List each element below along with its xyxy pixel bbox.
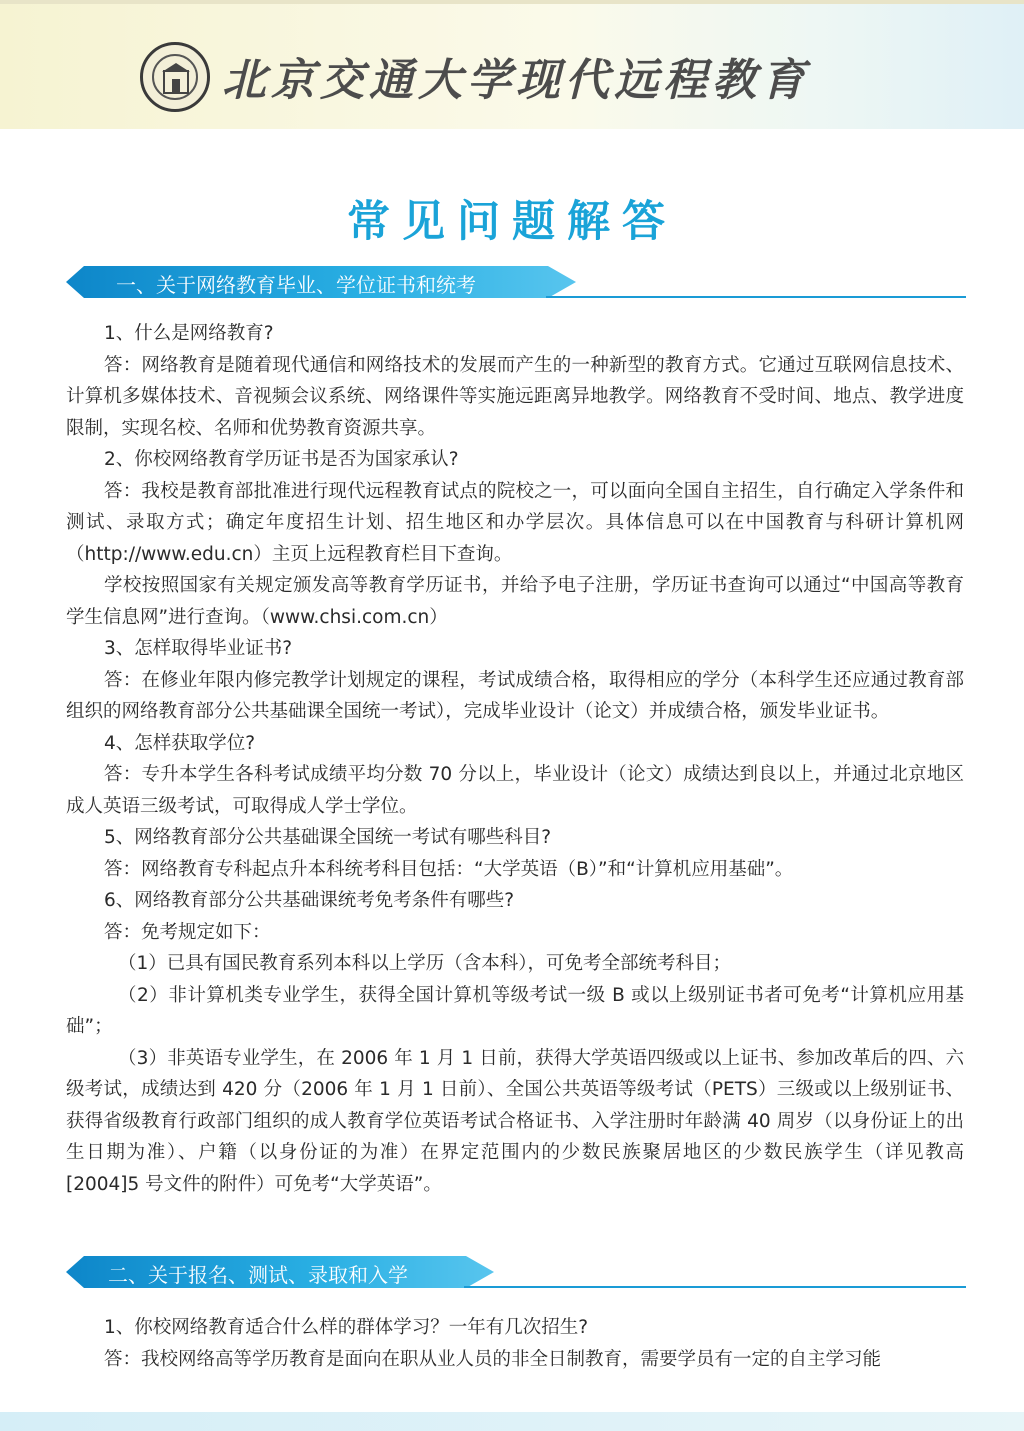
question: 1、什么是网络教育? [104,323,274,344]
footer-band [0,1412,1024,1431]
question: 5、网络教育部分公共基础课全国统一考试有哪些科目? [104,827,552,848]
page-title: 常见问题解答 [347,197,677,247]
exemption-item: （2）非计算机类专业学生，获得全国计算机等级考试一级 B 或以上级别证书者可免考“计算机应用基础”； [66,984,964,1037]
question: 3、怎样取得毕业证书? [104,638,293,659]
question: 6、网络教育部分公共基础课统考免考条件有哪些? [104,890,515,911]
section-rule [546,296,966,298]
answer: 答：网络教育是随着现代通信和网络技术的发展而产生的一种新型的教育方式。它通过互联网信息技术、计算机多媒体技术、音视频会议系统、网络课件等实施远距离异地教学。网络教育不受时间、地点、教学进度限制，实现名校、名师和优势教育资源共享。 [66,354,964,439]
section-heading-1 [66,266,966,300]
answer: 答：专升本学生各科考试成绩平均分数 70 分以上，毕业设计（论文）成绩达到良以上，并通过北京地区成人英语三级考试，可取得成人学士学位。 [66,764,964,817]
brand-title: 北京交通大学现代远程教育 [222,55,810,106]
section-heading-label: 一、关于网络教育毕业、学位证书和统考 [116,273,476,297]
university-logo [140,42,210,112]
answer: 答：网络教育专科起点升本科统考科目包括：“大学英语（B）”和“计算机应用基础”。 [104,858,794,880]
answer: 答：在修业年限内修完教学计划规定的课程，考试成绩合格，取得相应的学分（本科学生还应通过教育部组织的网络教育部分公共基础课全国统一考试），完成毕业设计（论文）并成绩合格，颁发毕业证书。 [66,669,964,722]
logo-building-icon [160,61,192,95]
question: 4、怎样获取学位? [104,732,256,754]
question: 1、你校网络教育适合什么样的群体学习？一年有几次招生? [104,1317,589,1338]
section-heading-2 [66,1256,966,1290]
section-1-content [66,318,964,1200]
answer: 学校按照国家有关规定颁发高等教育学历证书，并给予电子注册，学历证书查询可以通过“中国高等教育学生信息网”进行查询。（www.chsi.com.cn） [66,575,964,628]
exemption-item: （1）已具有国民教育系列本科以上学历（含本科），可免考全部统考科目； [118,953,732,974]
answer: 答：我校网络高等学历教育是面向在职从业人员的非全日制教育，需要学员有一定的自主学习能 [104,1348,882,1370]
section-2-content [66,1312,964,1375]
answer: 答：免考规定如下： [104,921,271,943]
section-heading-label: 二、关于报名、测试、录取和入学 [108,1263,408,1287]
exemption-item: （3）非英语专业学生，在 2006 年 1 月 1 日前，获得大学英语四级或以上证书、参加改革后的四、六级考试，成绩达到 420 分（2006 年 1 月 1 日前）、全国公共英语等级考试（PETS）三级或以上级别证书、获得省级教育行政部门组织的成人教育学位英语考试合格证书、入学注册时年龄满 40 周岁（以身份证上的出生日期为准）、户籍（以身份证的为准）在界定范围内的少数民族聚居地区的少数民族学生（详见教高 [2004]5 号文件的附件）可免考“大学英语”。 [66,1047,964,1195]
question: 2、你校网络教育学历证书是否为国家承认? [104,449,459,470]
section-rule [464,1286,966,1288]
answer: 答：我校是教育部批准进行现代远程教育试点的院校之一，可以面向全国自主招生，自行确定入学条件和测试、录取方式；确定年度招生计划、招生地区和办学层次。具体信息可以在中国教育与科研计算机网（http://www.edu.cn）主页上远程教育栏目下查询。 [66,480,964,565]
